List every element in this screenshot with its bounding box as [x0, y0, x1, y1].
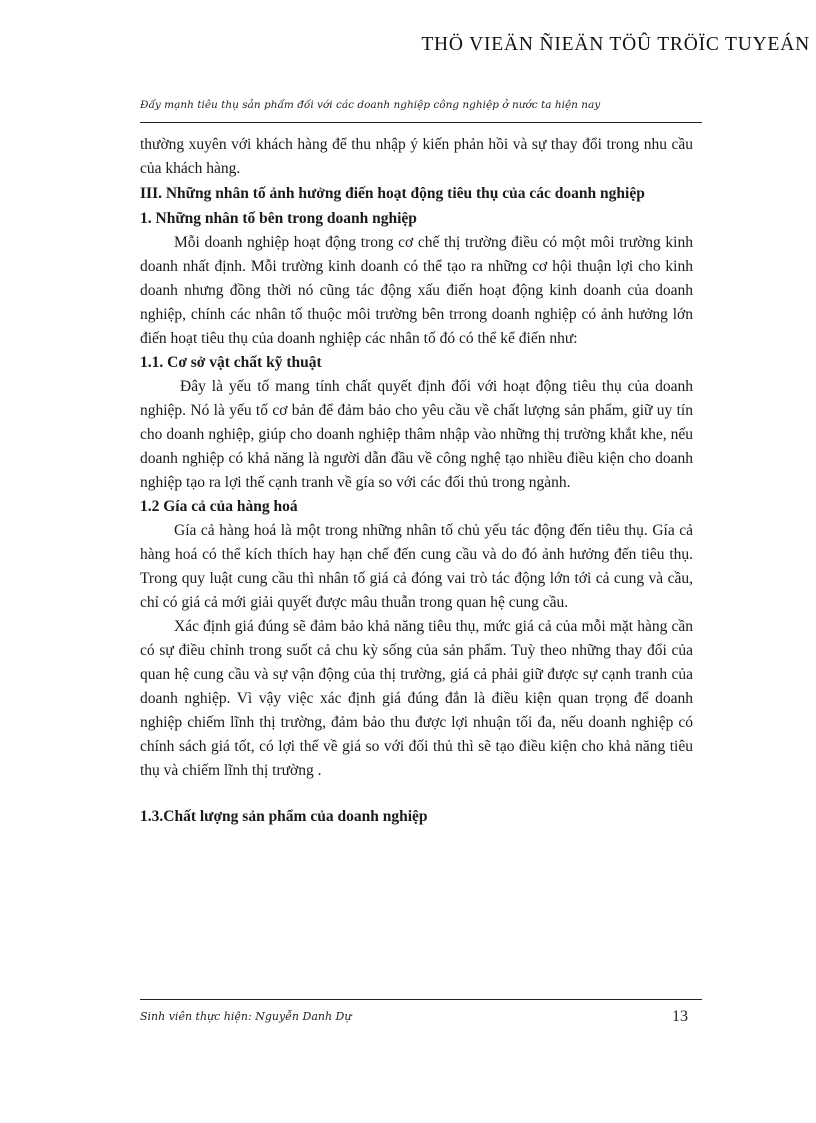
- paragraph-facilities: Đây là yếu tố mang tính chất quyết định đối với hoạt động tiêu thụ của doanh nghiệp. Nó là yếu tố cơ bản để đảm bảo cho yêu cầu về chất lượng sản phẩm, giữ uy tín cho doanh nghiệp, giúp cho doanh nghiệp thâm nhập vào những thị trường khắt khe, nếu doanh nghiệp có khả năng là người dẫn đầu về công nghệ tạo nhiều điều kiện cho doanh nghiệp tạo ra lợi thế cạnh tranh về gía so với các đối thủ trong ngành.: [140, 378, 693, 491]
- site-watermark: THÖ VIEÄN ÑIEÄN TÖÛ TRÖÏC TUYEÁN: [421, 34, 810, 55]
- running-header: Đẩy mạnh tiêu thụ sản phẩm đối với các doanh nghiệp công nghiệp ở nước ta hiện nay: [140, 99, 601, 111]
- footer-divider: [140, 999, 702, 1000]
- heading-internal-factors: 1. Những nhân tố bên trong doanh nghiệp: [140, 210, 417, 227]
- paragraph-price-a: Gía cả hàng hoá là một trong những nhân tố chủ yếu tác động đến tiêu thụ. Gía cả hàng hoá có thể kích thích hay hạn chế đến cung cầu và do đó ảnh hưởng đến tiêu thụ. Trong quy luật cung cầu thì nhân tố giá cả đóng vai trò tác động lớn tới cả cung và cầu, chỉ có giá cả mới giải quyết được mâu thuẫn trong quan hệ cung cầu.: [140, 522, 693, 611]
- page-number: 13: [672, 1008, 688, 1025]
- heading-price: 1.2 Gía cả của hàng hoá: [140, 498, 298, 515]
- heading-facilities: 1.1. Cơ sở vật chất kỹ thuật: [140, 354, 322, 371]
- section-spacer: [140, 783, 693, 805]
- paragraph-price-b: Xác định giá đúng sẽ đảm bảo khả năng tiêu thụ, mức giá cả của mỗi mặt hàng cần có sự điều chỉnh trong suốt cả chu kỳ sống của sản phẩm. Tuỳ theo những thay đổi của quan hệ cung cầu và sự vận động của thị trường, giá cả phải giữ được sự cạnh tranh của doanh nghiệp. Vì vậy việc xác định giá đúng đắn là điều kiện quan trọng để doanh nghiệp chiếm lĩnh thị trường, đảm bảo thu được lợi nhuận tối đa, nếu doanh nghiệp có chính sách giá tốt, có lợi thế về giá so với đối thủ thì sẽ tạo điều kiện cho khả năng tiêu thụ và chiếm lĩnh thị trường .: [140, 618, 693, 779]
- header-divider: [140, 122, 702, 123]
- paragraph-intro: thường xuyên với khách hàng để thu nhập ý kiến phản hồi và sự thay đổi trong nhu cầu của khách hàng.: [140, 136, 693, 177]
- paragraph-internal-factors: Mỗi doanh nghiệp hoạt động trong cơ chế thị trường điều có một môi trường kinh doanh nhất định. Mỗi trường kinh doanh có thể tạo ra những cơ hội thuận lợi cho kinh doanh nhưng đồng thời nó cũng tác động xấu điến hoạt động kinh doanh của doanh nghiệp, chính các nhân tố thuộc môi trường bên trrong doanh nghiệp có ảnh hưởng lớn điến hoạt tiêu thụ của doanh nghiệp các nhân tố đó có thể kể điến như:: [140, 234, 693, 347]
- section-heading-3: III. Những nhân tố ảnh hưởng điến hoạt động tiêu thụ của các doanh nghiệp: [140, 185, 645, 202]
- heading-product-quality: 1.3.Chất lượng sản phẩm của doanh nghiệp: [140, 808, 428, 825]
- document-body: [140, 133, 693, 829]
- footer-author: Sinh viên thực hiện: Nguyễn Danh Dự: [140, 1010, 352, 1023]
